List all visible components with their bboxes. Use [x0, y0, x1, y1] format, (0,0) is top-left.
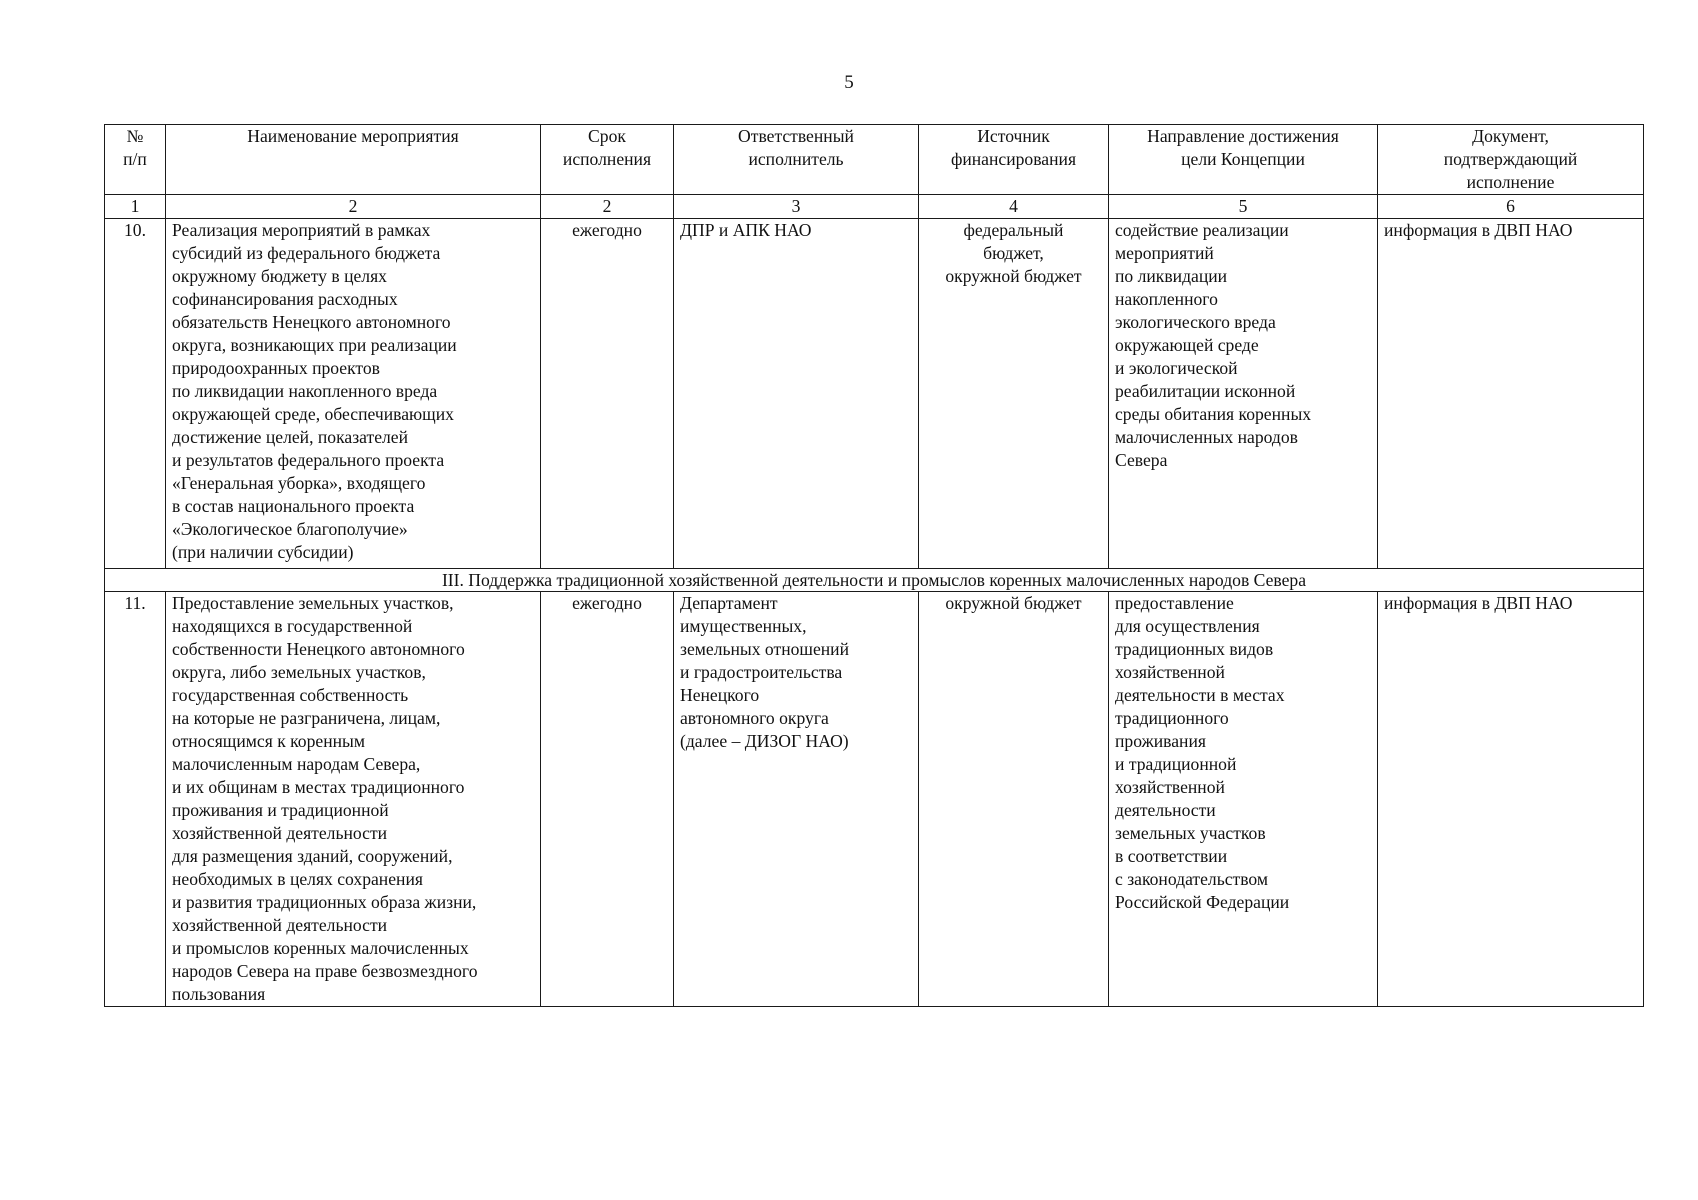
text-line: содействие реализации: [1115, 220, 1289, 240]
text-line: традиционного: [1115, 708, 1229, 728]
text-line: и развития традиционных образа жизни,: [172, 892, 477, 912]
text-line: цели Концепции: [1181, 149, 1305, 169]
text-line: проживания: [1115, 731, 1206, 751]
text-line: Севера: [1115, 450, 1168, 470]
text-line: Источник: [977, 126, 1050, 146]
header-measure-name: [166, 125, 541, 195]
page-number: 5: [844, 72, 854, 93]
text-line: земельных участков: [1115, 823, 1266, 843]
text-line: окружающей среде, обеспечивающих: [172, 404, 454, 424]
text-line: на которые не разграничена, лицам,: [172, 708, 441, 728]
header-term: [541, 125, 674, 195]
text-line: реабилитации исконной: [1115, 381, 1296, 401]
text-line: хозяйственной: [1115, 662, 1225, 682]
text-line: окружной бюджет: [945, 266, 1082, 286]
text-line: Ответственный: [738, 126, 854, 146]
text-line: достижение целей, показателей: [172, 427, 409, 447]
text-line: хозяйственной деятельности: [172, 823, 388, 843]
column-number: 5: [1109, 195, 1378, 219]
column-number: 2: [541, 195, 674, 219]
text-line: финансирования: [950, 149, 1077, 169]
header-document: [1378, 125, 1644, 195]
text-line: автономного округа: [680, 708, 829, 728]
text-line: малочисленных народов: [1115, 427, 1298, 447]
funding-source: [919, 592, 1109, 1007]
term: ежегодно: [541, 592, 674, 1007]
column-number: 6: [1378, 195, 1644, 219]
text-line: и промыслов коренных малочисленных: [172, 938, 469, 958]
text-line: Предоставление земельных участков,: [172, 593, 454, 613]
text-line: Направление достижения: [1147, 126, 1339, 146]
text-line: собственности Ненецкого автономного: [172, 639, 465, 659]
text-line: исполнения: [562, 149, 652, 169]
text-line: проживания и традиционной: [172, 800, 389, 820]
text-line: ДПР и АПК НАО: [680, 220, 812, 240]
text-line: округа, возникающих при реализации: [172, 335, 457, 355]
measure-name: [166, 219, 541, 569]
text-line: окружной бюджет: [945, 593, 1082, 613]
text-line: (при наличии субсидии): [172, 542, 354, 562]
text-line: обязательств Ненецкого автономного: [172, 312, 451, 332]
section-title: III. Поддержка традиционной хозяйственной деятельности и промыслов коренных малочисленных народов Севера: [105, 569, 1644, 592]
text-line: накопленного: [1115, 289, 1218, 309]
header-executor: [674, 125, 919, 195]
text-line: относящимся к коренным: [172, 731, 365, 751]
text-line: п/п: [123, 149, 147, 169]
text-line: исполнение: [1466, 172, 1555, 192]
term: ежегодно: [541, 219, 674, 569]
text-line: с законодательством: [1115, 869, 1269, 889]
text-line: хозяйственной деятельности: [172, 915, 388, 935]
text-line: информация в ДВП НАО: [1384, 593, 1573, 613]
text-line: (далее – ДИЗОГ НАО): [680, 731, 849, 751]
text-line: в состав национального проекта: [172, 496, 415, 516]
text-line: имущественных,: [680, 616, 807, 636]
text-line: Документ,: [1472, 126, 1549, 146]
text-line: находящихся в государственной: [172, 616, 413, 636]
section-row: [105, 569, 1644, 592]
text-line: «Экологическое благополучие»: [172, 519, 408, 539]
text-line: традиционных видов: [1115, 639, 1274, 659]
text-line: информация в ДВП НАО: [1384, 220, 1573, 240]
text-line: для осуществления: [1115, 616, 1260, 636]
direction: [1109, 592, 1378, 1007]
text-line: и экологической: [1115, 358, 1238, 378]
column-number: 2: [166, 195, 541, 219]
text-line: по ликвидации накопленного вреда: [172, 381, 438, 401]
table-row: [105, 219, 1644, 569]
text-line: Наименование мероприятия: [247, 126, 459, 146]
text-line: народов Севера на праве безвозмездного: [172, 961, 478, 981]
row-number: 10.: [105, 219, 166, 569]
text-line: среды обитания коренных: [1115, 404, 1312, 424]
text-line: пользования: [172, 984, 266, 1004]
text-line: исполнитель: [748, 149, 844, 169]
executor: [674, 592, 919, 1007]
text-line: Российской Федерации: [1115, 892, 1290, 912]
text-line: экологического вреда: [1115, 312, 1276, 332]
text-line: Ненецкого: [680, 685, 760, 705]
table-row: [105, 592, 1644, 1007]
text-line: по ликвидации: [1115, 266, 1228, 286]
text-line: округа, либо земельных участков,: [172, 662, 426, 682]
measures-table: [104, 124, 1644, 1007]
column-number: 4: [919, 195, 1109, 219]
text-line: «Генеральная уборка», входящего: [172, 473, 426, 493]
text-line: Реализация мероприятий в рамках: [172, 220, 431, 240]
text-line: окружающей среде: [1115, 335, 1259, 355]
text-line: и градостроительства: [680, 662, 843, 682]
text-line: и традиционной: [1115, 754, 1237, 774]
text-line: хозяйственной: [1115, 777, 1225, 797]
text-line: государственная собственность: [172, 685, 409, 705]
confirming-document: [1378, 219, 1644, 569]
text-line: софинансирования расходных: [172, 289, 398, 309]
header-funding-source: [919, 125, 1109, 195]
text-line: природоохранных проектов: [172, 358, 380, 378]
text-line: подтверждающий: [1443, 149, 1578, 169]
executor: [674, 219, 919, 569]
measure-name: [166, 592, 541, 1007]
text-line: земельных отношений: [680, 639, 850, 659]
text-line: мероприятий: [1115, 243, 1214, 263]
funding-source: [919, 219, 1109, 569]
text-line: необходимых в целях сохранения: [172, 869, 423, 889]
text-line: малочисленным народам Севера,: [172, 754, 421, 774]
header-direction: [1109, 125, 1378, 195]
text-line: федеральный: [963, 220, 1064, 240]
direction: [1109, 219, 1378, 569]
column-numbers-row: [105, 195, 1644, 219]
text-line: в соответствии: [1115, 846, 1228, 866]
text-line: окружному бюджету в целях: [172, 266, 387, 286]
text-line: и их общинам в местах традиционного: [172, 777, 465, 797]
text-line: деятельности: [1115, 800, 1216, 820]
text-line: и результатов федерального проекта: [172, 450, 445, 470]
text-line: деятельности в местах: [1115, 685, 1285, 705]
text-line: для размещения зданий, сооружений,: [172, 846, 453, 866]
text-line: бюджет,: [983, 243, 1044, 263]
text-line: Срок: [588, 126, 626, 146]
header-number: [105, 125, 166, 195]
text-line: №: [126, 126, 144, 146]
confirming-document: [1378, 592, 1644, 1007]
row-number: 11.: [105, 592, 166, 1007]
column-number: 1: [105, 195, 166, 219]
text-line: субсидий из федерального бюджета: [172, 243, 441, 263]
text-line: Департамент: [680, 593, 778, 613]
header-row: [105, 125, 1644, 195]
text-line: предоставление: [1115, 593, 1234, 613]
column-number: 3: [674, 195, 919, 219]
